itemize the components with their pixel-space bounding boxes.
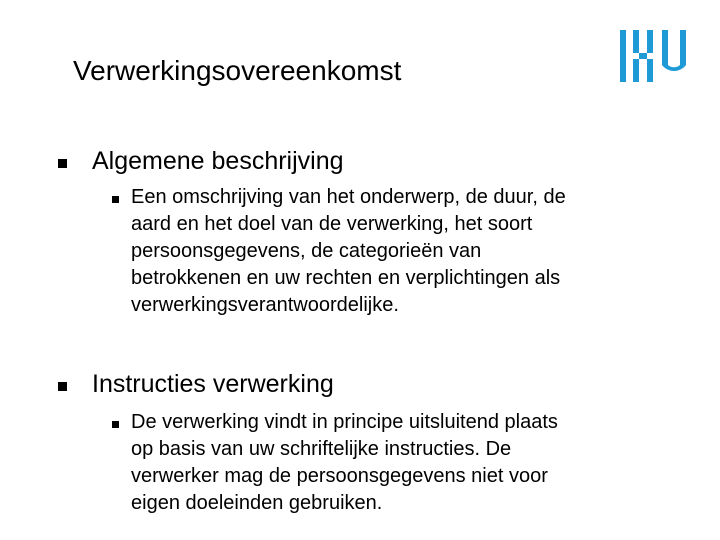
bullet-icon [58, 382, 67, 391]
bullet-icon [112, 196, 119, 203]
section-body-instructies-verwerking: De verwerking vindt in principe uitsluitend plaats op basis van uw schriftelijke instructies. De verwerker mag de persoonsgegevens niet voor eigen doeleinden gebruiken. [131, 411, 558, 514]
slide-title: Verwerkingsovereenkomst [73, 55, 402, 86]
bullet-icon [112, 421, 119, 428]
hu-logo [617, 25, 691, 85]
section-heading-algemene-beschrijving: Algemene beschrijving [92, 147, 344, 175]
section-heading-instructies-verwerking: Instructies verwerking [92, 370, 334, 398]
bullet-icon [58, 159, 67, 168]
section-body-algemene-beschrijving: Een omschrijving van het onderwerp, de duur, de aard en het doel van de verwerking, het soort persoonsgegevens, de categorieën van betrokkenen en uw rechten en verplichtingen als verwerkingsverantwoordelijke. [131, 186, 566, 316]
